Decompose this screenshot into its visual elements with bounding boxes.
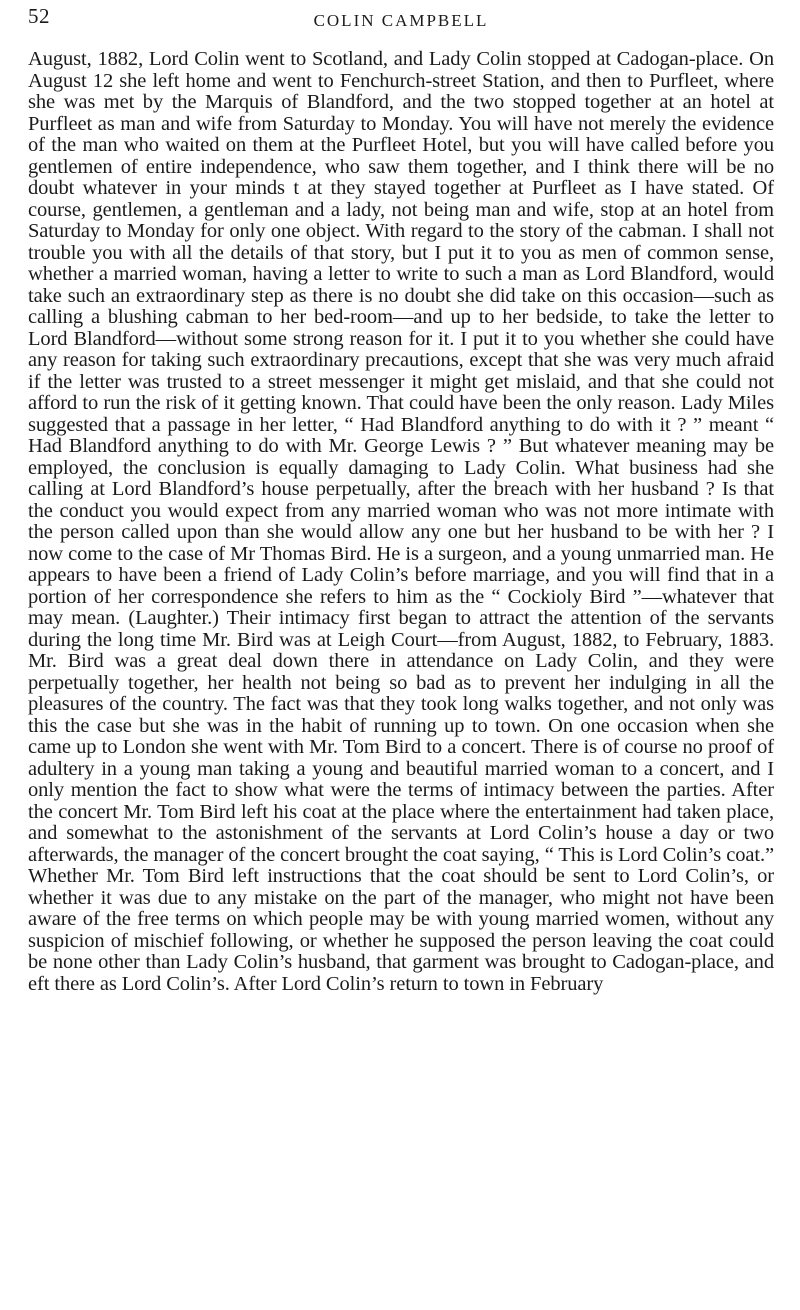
running-head: COLIN CAMPBELL <box>313 11 489 30</box>
page-header <box>28 4 774 44</box>
page-number: 52 <box>28 4 50 28</box>
body-paragraph: August, 1882, Lord Colin went to Scotland, and Lady Colin stopped at Cadogan-place. On August 12 she left home and went to Fenchurch-street Station, and then to Purfleet, where she was met by the Marquis of Blandford, and the two stopped together at an hotel at Purfleet as man and wife from Saturday to Monday. You will have not merely the evidence of the man who waited on them at the Purfleet Hotel, but you will have called before you gentlemen of entire independence, who saw them together, and I think there will be no doubt whatever in your minds t at they stayed together at Purfleet as I have stated. Of course, gentlemen, a gentleman and a lady, not being man and wife, stop at an hotel from Saturday to Monday for only one object. With regard to the story of the cabman. I shall not trouble you with all the details of that story, but I put it to you as men of common sense, whether a married woman, having a letter to write to such a man as Lord Blandford, would take such an extraordinary step as there is no doubt she did take on this occasion—such as calling a blushing cabman to her bed-room—and up to her bedside, to take the letter to Lord Blandford—without some strong reason for it. I put it to you whether she could have any reason for taking such extraordinary precautions, except that she was very much afraid if the letter was trusted to a street messenger it might get mislaid, and that she could not afford to run the risk of it getting known. That could have been the only reason. Lady Miles suggested that a passage in her letter, “ Had Blandford anything to do with it ? ” meant “ Had Blandford anything to do with Mr. George Lewis ? ” But whatever meaning may be employed, the conclusion is equally damaging to Lady Colin. What business had she calling at Lord Blandford’s house perpetually, after the breach with her husband ? Is that the conduct you would expect from any married woman who was not more intimate with the person called upon than she would allow any one but her husband to be with her ? I now come to the case of Mr Thomas Bird. He is a surgeon, and a young unmarried man. He appears to have been a friend of Lady Colin’s before marriage, and you will find that in a portion of her correspondence she refers to him as the “ Cockioly Bird ”—whatever that may mean. (Laughter.) Their intimacy first began to attract the attention of the servants during the long time Mr. Bird was at Leigh Court—from August, 1882, to February, 1883. Mr. Bird was a great deal down there in attendance on Lady Colin, and they were perpetually together, her health not being so bad as to prevent her indulging in all the pleasures of the country. The fact was that they took long walks together, and not only was this the case but she was in the habit of running up to town. On one occasion when she came up to London she went with Mr. Tom Bird to a concert. There is of course no proof of adultery in a young man taking a young and beautiful married woman to a concert, and I only mention the fact to show what were the terms of intimacy between the parties. After the concert Mr. Tom Bird left his coat at the place where the entertainment had taken place, and somewhat to the astonishment of the servants at Lord Colin’s house a day or two afterwards, the manager of the concert brought the coat saying, “ This is Lord Colin’s coat.” Whether Mr. Tom Bird left instructions that the coat should be sent to Lord Colin’s, or whether it was due to any mistake on the part of the manager, who might not have been aware of the free terms on which people may be with young married women, without any suspicion of mischief following, or whether he supposed the person leaving the coat could be none other than Lady Colin’s husband, that garment was brought to Cadogan-place, and eft there as Lord Colin’s. After Lord Colin’s return to town in February <box>28 48 774 995</box>
